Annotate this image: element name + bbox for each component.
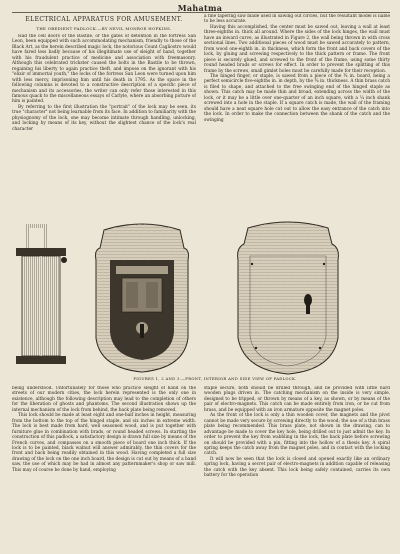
column-right-top (204, 14, 390, 244)
interior-view-figure (96, 224, 189, 372)
header-rule (12, 12, 390, 13)
paragraph: The hinged finger, or staple, is sawed from a piece of the ¾ in. board, being a perfect semicircle five-eighths in. in depth, by the ¾ in. thickness. A thin brass catch is filed to shape, and attached to the free swinging end of the hinged staple as shown. This catch may be made thin and broad, extending across the width of the lock, or it may be a little over one-quarter of an inch square, with a ¼ inch shank screwed into a hole in the staple. If a square catch is made, the wall of the framing should have a neat square hole cut out to allow the easy entrance of the catch into the lock. In order to make the connection between the shank of the catch and the swinging (204, 73, 390, 123)
column-right-bottom (204, 386, 390, 546)
paragraph: being understood. Unfortunately for those who practice sleight of hand on the streets of our modern cities, the lock herein represented is the only one in existence, although the following description may lead to the completion of others for the liberation of ghosts and phantoms. The second illustration shows up the internal mechanism of the lock from behind, the back plate being removed. (12, 386, 196, 413)
paragraph: It will now be seen that the lock is closed and opened exactly like an ordinary spring lock, having a secret pair of electro-magnets in addition capable of releasing the catch with the key absent. This lock being safely contained, carries its own battery for the operation (204, 456, 390, 479)
article-byline: THE OBEDIENT PADLOCK.—BY NEVIL MONROE HOPKINS. (36, 26, 172, 31)
front-view-figure (238, 222, 339, 374)
paragraph: Having this accomplished, the center must be sawed out, leaving a wall at least three-eighths in. thick all around. Where the sides of the lock hinges, the wall must have an inward curve, as illustrated in Figure 2, the wall being thrown in with cross sectional lines. Two additional pieces of wood must be sawed accurately to pattern, from wood one-eighth in. in thickness, which form the front and back covers of the lock, by gluing and screwing respectively to the thick pattern or frame. The front piece is securely glued, and screwed to the front of the frame, using some thirty round headed brads or screws for effect. In order to prevent the splitting of this frame by the screws, small gimlet holes must be carefully made for their reception. (204, 24, 390, 74)
paragraph: This lock should be made at least eight and one-half inches in height, measuring from the bottom to the top of the hinged staple, and six inches in extreme width. The lock is best made from hard, well seasoned wood, and is put together with furniture glue in combination with brads, or round headed screws. In starting the construction of this padlock, a satisfactory design is drawn full size by means of the French curves, and compasses on a smooth piece of board one inch thick. If the lock is to be painted, black walnut will answer admirably, the thin covers for the front and back being readily obtained in this wood. Having completed a full size drawing of the lock on the one inch board, the design is cut out by means of a band saw, the use of which may be had in almost any patternmaker's shop or saw mill. This may of course be done by hand, employing (12, 413, 196, 473)
side-view-figure (16, 224, 67, 364)
masthead: Mahatma (177, 3, 223, 13)
paragraph: By referring to the first illustration the "portrait" of the lock may be seen, its true "character" not being learnable from its face. In addition to familiarity with the physiognomy of the lock, one may become intimate through handling, unlocking, and locking by means of its key, without the slightest chance of the lock's real character (12, 104, 196, 132)
padlock-figures (12, 220, 390, 376)
column-left-top (12, 34, 196, 194)
paragraph: staple secure, both should be drilled through, and be provided with little hard wooden plugs driven in. The catching mechanism on the inside is very simple, designed to be tripped, or thrown by means of a key, as shown, or by means of the pair of electro-magnets. This catch can be made entirely from iron, or be cut from brass, and be equipped with an iron armature opposite the magnet poles. (204, 386, 390, 413)
paragraph: Had the cell doors of the Bastile, or the gates of detention in the fortress San Leon, been equipped with such accommodating mechanism, friendly to those of the Black Art, as the herein described magic lock, the notorious Count Cagliostro would have fared less badly because of his illegitimate use of sleight of hand, together with his fraudulent practice of medicine and association with freemasonry. Although this celebrated trickster caused the bolts in the Bastile to be thrown, regaining his liberty to again practice theft, and impose on the ignorant with his "elixir of immortal youth," the locks of the fortress San Leon were turned upon him with less mercy, imprisoning him until his death in 1795. As the space in the following columns is devoted to a constructive description of a specific piece of mechanism and its accessories, the writer can only refer those interested in this famous quack to the miscellaneous essays of Carlyle, where an absorbing picture of him is painted. (12, 34, 196, 105)
paragraph: a fine tapering saw blade used in sawing out circles, but the resultant model is liable to be less accurate. (204, 14, 390, 25)
column-left-bottom (12, 386, 196, 546)
paragraph: As the front of the lock is only a thin wooden cover, the magnets and the pivot cannot be made very secure by screwing directly to the wood; the use of a thin brass plate being recommended. This brass plate, not shown in the drawing, can to advantage be made to cover the key hole, being drilled out to just admit the key. In order to prevent the key from wabbling in the lock, the back plate before screwing on should be provided with a pin, fitting into the hollow of a thesis key. A spiral spring keeps the catch away from the magnet poles, and in contact with the locking catch. (204, 413, 390, 457)
article-title: ELECTRICAL APPARATUS FOR AMUSEMENT. (25, 16, 183, 23)
figure-caption: FIGURES 1, 2 AND 3.—FRONT, INTERIOR AND SIDE VIEW OF PADLOCK. (133, 376, 297, 381)
